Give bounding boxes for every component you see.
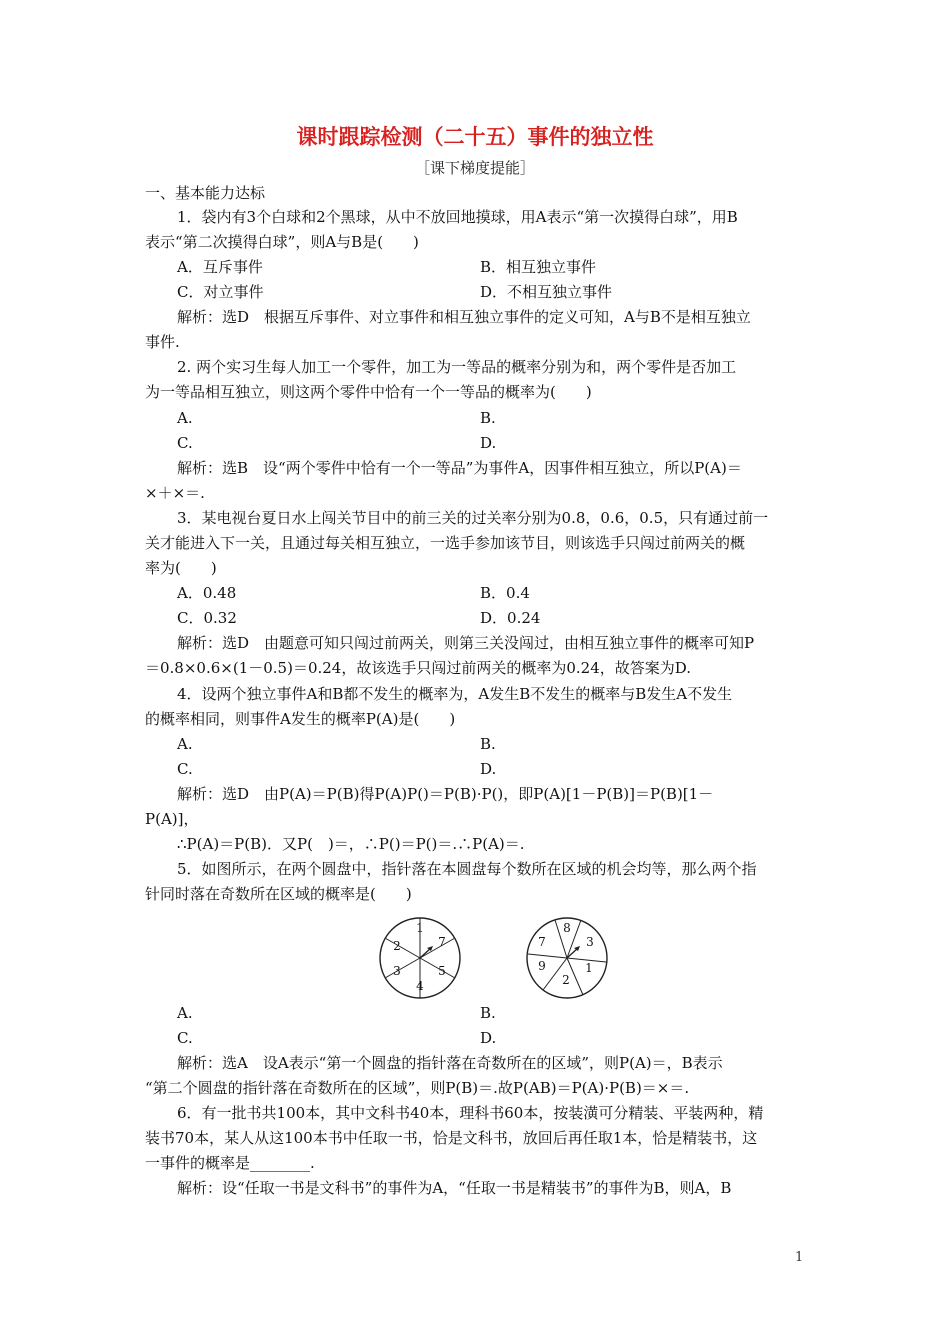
q3-solution-1: 解析：选D 由题意可知只闯过前两关，则第三关没闯过，由相互独立事件的概率可知P xyxy=(177,634,755,652)
disk-1-number: 4 xyxy=(416,979,424,993)
q2-line-2: 为一等品相互独立，则这两个零件中恰有一个一等品的概率为( ) xyxy=(145,383,592,401)
q1-line-2: 表示“第二次摸得白球”，则A与B是( ) xyxy=(145,233,419,251)
spinner-disks-figure xyxy=(375,916,615,1000)
page-subtitle: ［课下梯度提能］ xyxy=(414,159,535,177)
disk-1-divider xyxy=(385,938,420,958)
disk-2-number: 2 xyxy=(562,973,570,987)
q3-option-b: B．0.4 xyxy=(480,584,530,602)
q2-solution-2: ×＋×＝. xyxy=(145,484,205,502)
q1-solution-1: 解析：选D 根据互斥事件、对立事件和相互独立事件的定义可知，A与B不是相互独立 xyxy=(177,308,751,326)
q3-option-d: D．0.24 xyxy=(480,609,541,627)
q4-solution-3: ∴P(A)＝P(B)．又P( )＝，∴P()＝P()＝.∴P(A)＝. xyxy=(177,835,525,853)
spinner-disk-1 xyxy=(380,918,460,998)
disk-2-number: 1 xyxy=(585,961,593,975)
q2-solution-1: 解析：选B 设“两个零件中恰有一个一等品”为事件A，因事件相互独立，所以P(A)＝ xyxy=(177,459,742,477)
q6-line-2: 装书70本，某人从这100本书中任取一书，恰是文科书，放回后再任取1本，恰是精装书，这 xyxy=(145,1129,758,1147)
q1-option-d: D．不相互独立事件 xyxy=(480,283,613,301)
q5-option-d: D. xyxy=(480,1029,497,1047)
q4-solution-2: P(A)]， xyxy=(145,810,199,828)
q2-line-1: 2. 两个实习生每人加工一个零件，加工为一等品的概率分别为和，两个零件是否加工 xyxy=(177,358,737,376)
q6-line-1: 6．有一批书共100本，其中文科书40本，理科书60本，按装潢可分精装、平装两种，精 xyxy=(177,1104,764,1122)
disk-1-number: 1 xyxy=(416,921,424,935)
q1-option-a: A．互斥事件 xyxy=(177,258,263,276)
q1-solution-2: 事件. xyxy=(145,333,180,351)
q1-line-1: 1．袋内有3个白球和2个黑球，从中不放回地摸球，用A表示“第一次摸得白球”，用B xyxy=(177,208,738,226)
disk-2-number: 9 xyxy=(538,959,546,973)
q3-line-3: 率为( ) xyxy=(145,559,217,577)
q5-solution-2: “第二个圆盘的指针落在奇数所在的区域”，则P(B)＝.故P(AB)＝P(A)·P(B)＝×＝. xyxy=(145,1079,690,1097)
q3-solution-2: ＝0.8×0.6×(1－0.5)＝0.24，故该选手只闯过前两关的概率为0.24，故答案为D. xyxy=(145,659,692,677)
q3-line-1: 3．某电视台夏日水上闯关节目中的前三关的过关率分别为0.8，0.6，0.5，只有通过前一 xyxy=(177,509,769,527)
disk-1-divider xyxy=(385,958,420,978)
q6-line-3: 一事件的概率是________. xyxy=(145,1154,315,1172)
q1-option-c: C．对立事件 xyxy=(177,283,264,301)
q2-option-c: C. xyxy=(177,434,193,452)
q4-line-1: 4．设两个独立事件A和B都不发生的概率为，A发生B不发生的概率与B发生A不发生 xyxy=(177,685,733,703)
disk-1-number: 5 xyxy=(438,964,446,978)
disk-2-number: 3 xyxy=(586,935,594,949)
q5-line-2: 针同时落在奇数所在区域的概率是( ) xyxy=(145,885,412,903)
q3-option-a: A．0.48 xyxy=(177,584,237,602)
disk-1-number: 7 xyxy=(438,935,446,949)
page-title: 课时跟踪检测（二十五）事件的独立性 xyxy=(296,125,654,149)
section-heading: 一、基本能力达标 xyxy=(145,184,266,202)
q5-option-b: B. xyxy=(480,1004,496,1022)
q5-option-a: A. xyxy=(177,1004,193,1022)
q4-line-2: 的概率相同，则事件A发生的概率P(A)是( ) xyxy=(145,710,456,728)
q5-option-c: C. xyxy=(177,1029,193,1047)
q2-option-b: B. xyxy=(480,409,496,427)
page-number: 1 xyxy=(795,1250,804,1265)
q6-solution-1: 解析：设“任取一书是文科书”的事件为A，“任取一书是精装书”的事件为B，则A，B xyxy=(177,1179,732,1197)
q2-option-a: A. xyxy=(177,409,193,427)
q1-option-b: B．相互独立事件 xyxy=(480,258,597,276)
q4-option-c: C. xyxy=(177,760,193,778)
q5-solution-1: 解析：选A 设A表示“第一个圆盘的指针落在奇数所在的区域”，则P(A)＝，B表示 xyxy=(177,1054,723,1072)
q4-option-a: A. xyxy=(177,735,193,753)
q4-option-d: D. xyxy=(480,760,497,778)
spinner-disk-2 xyxy=(527,918,607,998)
disk-2-divider xyxy=(528,954,567,958)
q3-line-2: 关才能进入下一关，且通过每关相互独立，一选手参加该节目，则该选手只闯过前两关的概 xyxy=(145,534,746,552)
disk-2-number: 7 xyxy=(538,935,546,949)
q4-solution-1: 解析：选D 由P(A)＝P(B)得P(A)P()＝P(B)·P()，即P(A)[1－P(B)]＝P(B)[1－ xyxy=(177,785,714,803)
q4-option-b: B. xyxy=(480,735,496,753)
disk-1-number: 2 xyxy=(393,939,401,953)
disk-2-number: 8 xyxy=(563,921,571,935)
q5-line-1: 5．如图所示，在两个圆盘中，指针落在本圆盘每个数所在区域的机会均等，那么两个指 xyxy=(177,860,757,878)
q2-option-d: D. xyxy=(480,434,497,452)
disk-1-number: 3 xyxy=(393,964,401,978)
q3-option-c: C．0.32 xyxy=(177,609,237,627)
